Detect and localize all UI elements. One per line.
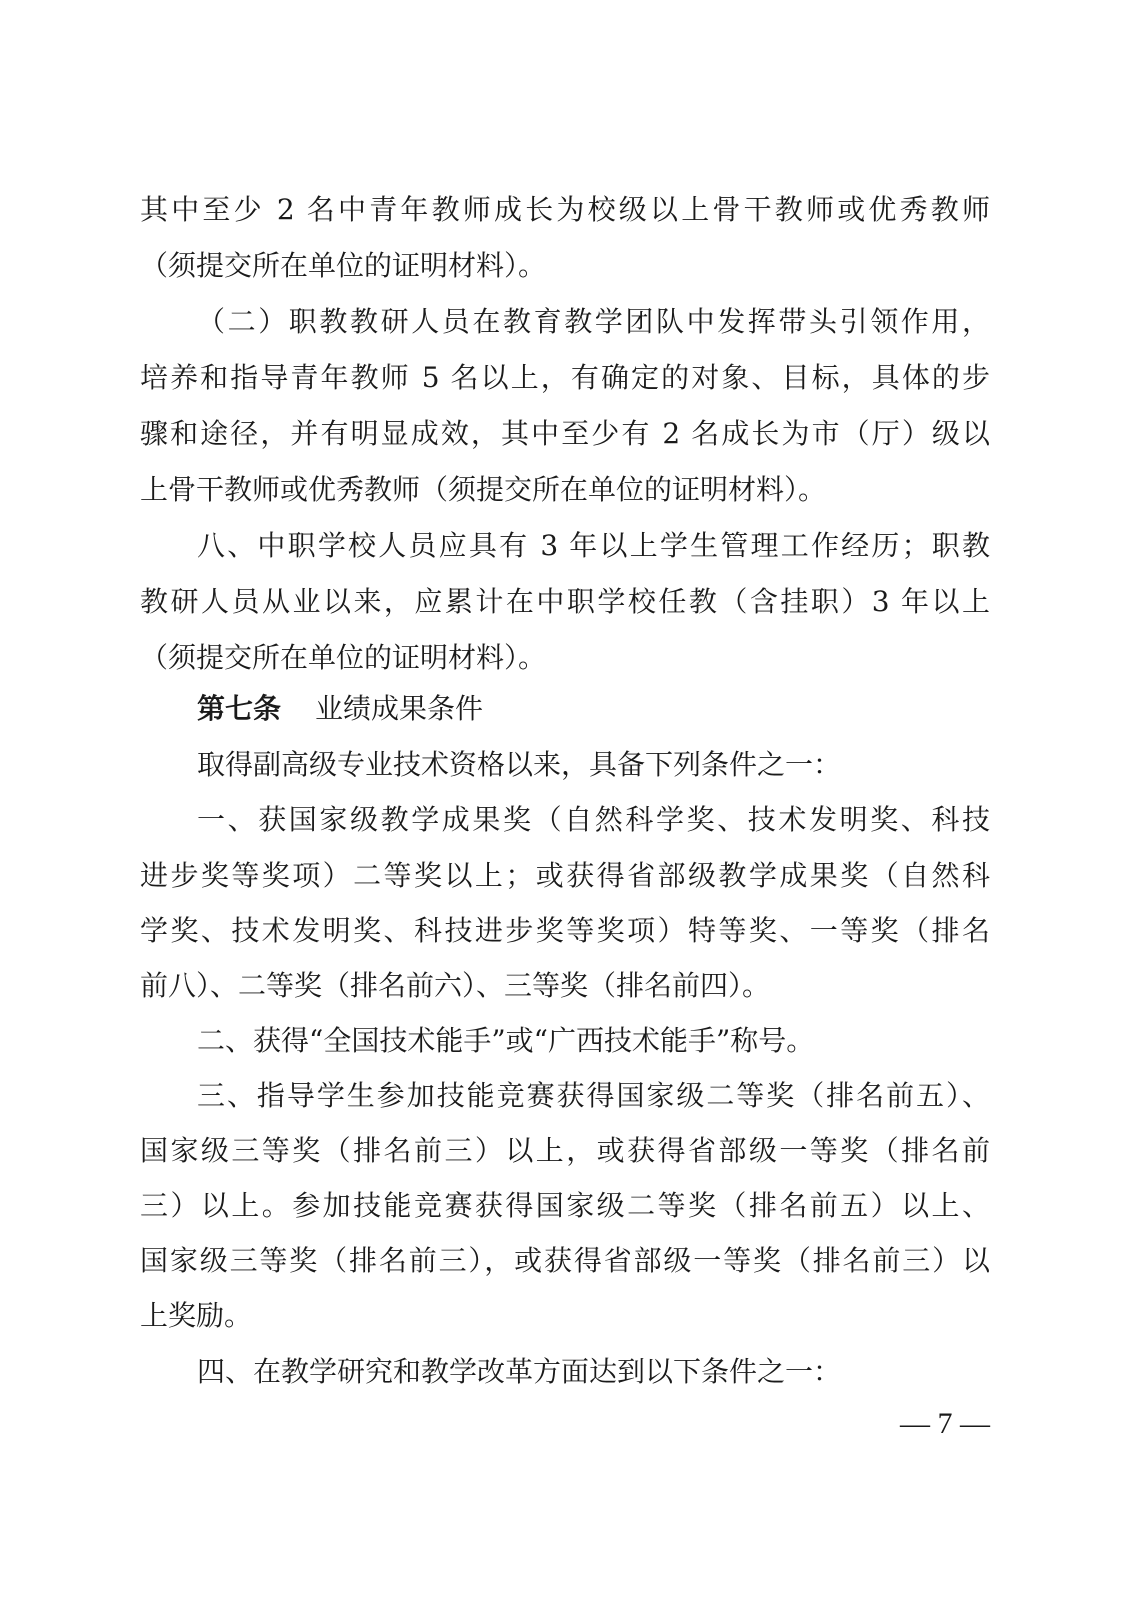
text-line: 一、获国家级教学成果奖（自然科学奖、技术发明奖、科技 [197, 803, 990, 836]
text-line: 进步奖等奖项）二等奖以上；或获得省部级教学成果奖（自然科 [140, 859, 990, 892]
text-line: 其中至少 2 名中青年教师成长为校级以上骨干教师或优秀教师 [140, 193, 990, 226]
text-line: 国家级三等奖（排名前三）以上，或获得省部级一等奖（排名前 [140, 1134, 990, 1167]
text-line: （须提交所在单位的证明材料）。 [140, 249, 547, 282]
text-line: 八、中职学校人员应具有 3 年以上学生管理工作经历；职教 [197, 529, 990, 562]
article-heading-title: 业绩成果条件 [315, 692, 484, 725]
text-line: 前八）、二等奖（排名前六）、三等奖（排名前四）。 [140, 969, 771, 1002]
text-line: 教研人员从业以来，应累计在中职学校任教（含挂职）3 年以上 [140, 585, 990, 618]
text-line: 骤和途径，并有明显成效，其中至少有 2 名成长为市（厅）级以 [140, 417, 990, 450]
text-line: 三）以上。参加技能竞赛获得国家级二等奖（排名前五）以上、 [140, 1189, 990, 1222]
text-line: 上奖励。 [140, 1299, 253, 1332]
text-line: 上骨干教师或优秀教师（须提交所在单位的证明材料）。 [140, 473, 827, 506]
text-line: 四、在教学研究和教学改革方面达到以下条件之一： [197, 1355, 842, 1388]
article-heading-label: 第七条 [197, 692, 282, 725]
text-line: （二）职教教研人员在教育教学团队中发挥带头引领作用， [197, 305, 990, 338]
text-line: 培养和指导青年教师 5 名以上，有确定的对象、目标，具体的步 [140, 361, 990, 394]
text-line: 三、指导学生参加技能竞赛获得国家级二等奖（排名前五）、 [197, 1079, 990, 1112]
text-line: 二、获得“全国技术能手”或“广西技术能手”称号。 [197, 1024, 815, 1057]
page-number: — 7 — [900, 1407, 990, 1440]
text-line: 国家级三等奖（排名前三），或获得省部级一等奖（排名前三）以 [140, 1244, 990, 1277]
article-heading [197, 681, 990, 737]
text-line: 取得副高级专业技术资格以来，具备下列条件之一： [197, 748, 842, 781]
text-line: 学奖、技术发明奖、科技进步奖等奖项）特等奖、一等奖（排名 [140, 914, 990, 947]
text-line: （须提交所在单位的证明材料）。 [140, 641, 547, 674]
